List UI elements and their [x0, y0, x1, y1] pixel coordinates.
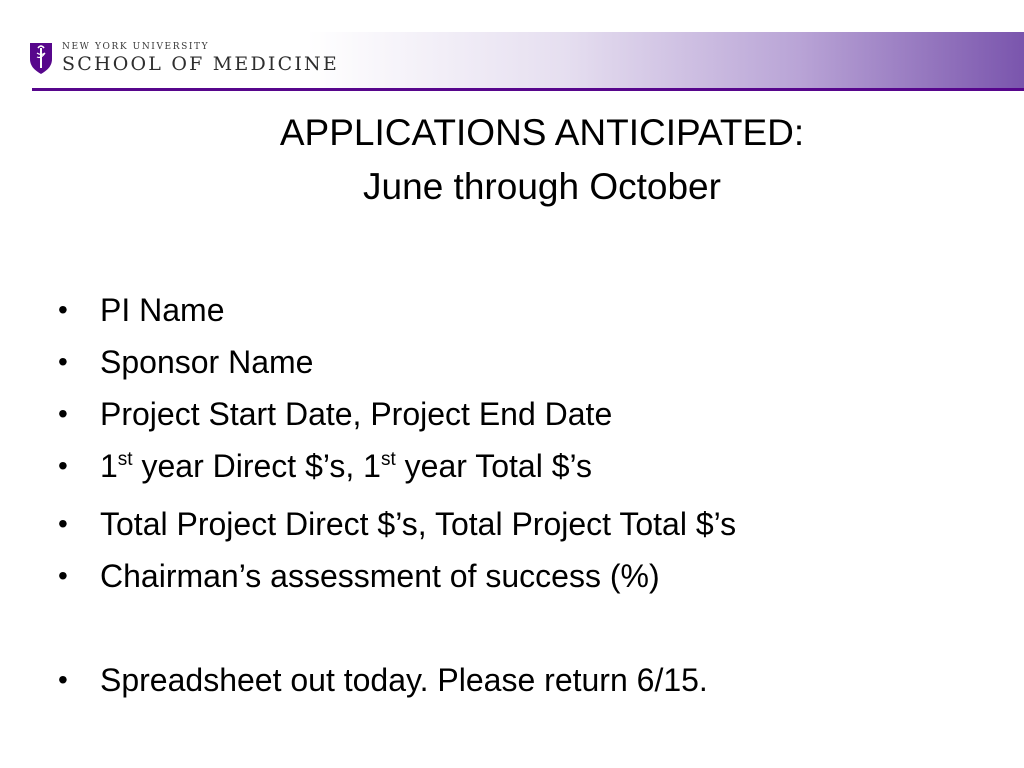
bullet-text — [100, 448, 592, 484]
bullet-marker: • — [58, 450, 68, 481]
bullet-list — [58, 284, 1008, 706]
header-rule — [32, 88, 1024, 91]
bullet-marker: • — [58, 664, 68, 695]
ordinal-suffix: st — [380, 449, 396, 470]
title-line-1: APPLICATIONS ANTICIPATED: — [279, 112, 805, 153]
bullet-text: PI Name — [100, 292, 225, 328]
bullet-marker: • — [58, 560, 68, 591]
logo-school-text: SCHOOL OF MEDICINE — [62, 52, 339, 75]
bullet-marker: • — [58, 398, 68, 429]
bullet-text: Project Start Date, Project End Date — [100, 396, 613, 432]
bullet-text: Total Project Direct $’s, Total Project Total $’s — [100, 506, 737, 542]
nyu-medicine-logo — [28, 38, 339, 78]
bullet-marker: • — [58, 508, 68, 539]
bullet-item — [58, 388, 1008, 440]
bullet-marker: • — [58, 346, 68, 377]
bullet-item — [58, 654, 1008, 706]
bullet-item — [58, 440, 1008, 498]
bullet-item — [58, 284, 1008, 336]
slide-title — [60, 106, 1024, 214]
logo-university-text: NEW YORK UNIVERSITY — [62, 41, 210, 52]
title-line-2: June through October — [363, 166, 721, 207]
bullet-item — [58, 550, 1008, 602]
bullet-text: Sponsor Name — [100, 344, 314, 380]
direct-text: year Direct $’s, 1 — [132, 448, 381, 484]
ordinal-suffix: st — [117, 449, 133, 470]
torch-shield-icon — [28, 41, 54, 75]
bullet-item — [58, 498, 1008, 550]
bullet-marker: • — [58, 294, 68, 325]
first-year-number: 1 — [100, 448, 118, 484]
total-text: year Total $’s — [395, 448, 593, 484]
bullet-item — [58, 336, 1008, 388]
bullet-text: Spreadsheet out today. Please return 6/15. — [100, 662, 708, 698]
bullet-text: Chairman’s assessment of success (%) — [100, 558, 660, 594]
